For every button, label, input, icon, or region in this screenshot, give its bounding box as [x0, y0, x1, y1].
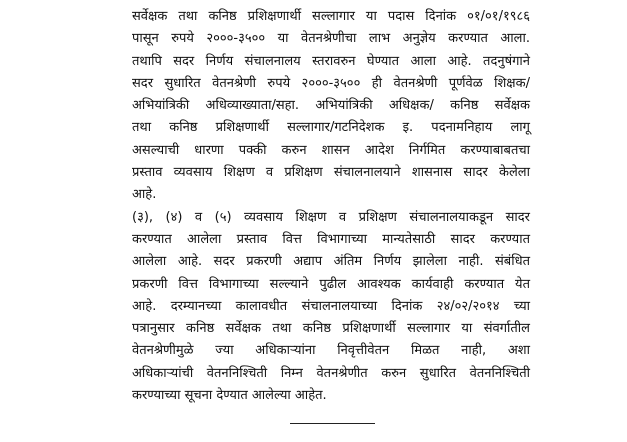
text-line: पासून रुपये २०००-३५०० या वेतनश्रेणीचा लाभ अनुज्ञेय करण्यात आला.: [132, 31, 530, 47]
paragraph-2: [132, 207, 530, 408]
text-line: अधिकाऱ्यांची वेतननिश्चिती निम्न वेतनश्रेणीत करुन सुधारित वेतननिश्चिती: [132, 365, 530, 381]
text-line: (३), (४) व (५) व्यवसाय शिक्षण व प्रशिक्षण संचालनालयाकडून सादर: [132, 209, 530, 225]
text-line: तथा कनिष्ठ प्रशिक्षणार्थी सल्लागार/गटनिदेशक इ. पदनामनिहाय लागू: [132, 120, 530, 136]
text-line: पत्रानुसार कनिष्ठ सर्वेक्षक तथा कनिष्ठ प्रशिक्षणार्थी सल्लागार या संवर्गातील: [132, 321, 530, 337]
text-line: सदर सुधारित वेतनश्रेणी रुपये २०००-३५०० ही वेतनश्रेणी पूर्णवेळ शिक्षक/: [132, 75, 530, 91]
paragraph-1: [132, 6, 530, 207]
document-body: [132, 6, 530, 407]
text-line: आहे.: [132, 187, 157, 203]
text-line: आहे. दरम्यानच्या कालावधीत संचालनालयाच्या दिनांक २४/०२/२०१४ च्या: [132, 298, 530, 314]
text-line: करण्याच्या सूचना देण्यात आलेल्या आहेत.: [132, 388, 327, 404]
footer-divider: [290, 423, 375, 424]
text-line: प्रस्ताव व्यवसाय शिक्षण व प्रशिक्षण संचालनालयाने शासनास सादर केलेला: [132, 165, 530, 181]
text-line: असल्याची धारणा पक्की करुन शासन आदेश निर्गमित करण्याबाबतचा: [132, 142, 530, 158]
text-line: तथापि सदर निर्णय संचालनालय स्तरावरुन घेण्यात आला आहे. तदनुषंगाने: [132, 53, 530, 69]
text-line: वेतनश्रेणीमुळे ज्या अधिकाऱ्यांना निवृत्तीवेतन मिळत नाही, अशा: [132, 343, 530, 359]
text-line: प्रकरणी वित्त विभागाच्या सल्ल्याने पुढील आवश्यक कार्यवाही करण्यात येत: [132, 276, 530, 292]
text-line: सर्वेक्षक तथा कनिष्ठ प्रशिक्षणार्थी सल्लागार या पदास दिनांक ०१/०१/१९८६: [132, 9, 530, 24]
text-line: अभियांत्रिकी अधिव्याख्याता/सहा. अभियांत्रिकी अधिक्षक/ कनिष्ठ सर्वेक्षक: [132, 98, 530, 114]
text-line: करण्यात आलेला प्रस्ताव वित्त विभागाच्या मान्यतेसाठी सादर करण्यात: [132, 231, 530, 247]
text-line: आलेला आहे. सदर प्रकरणी अद्याप अंतिम निर्णय झालेला नाही. संबंधित: [132, 254, 530, 270]
